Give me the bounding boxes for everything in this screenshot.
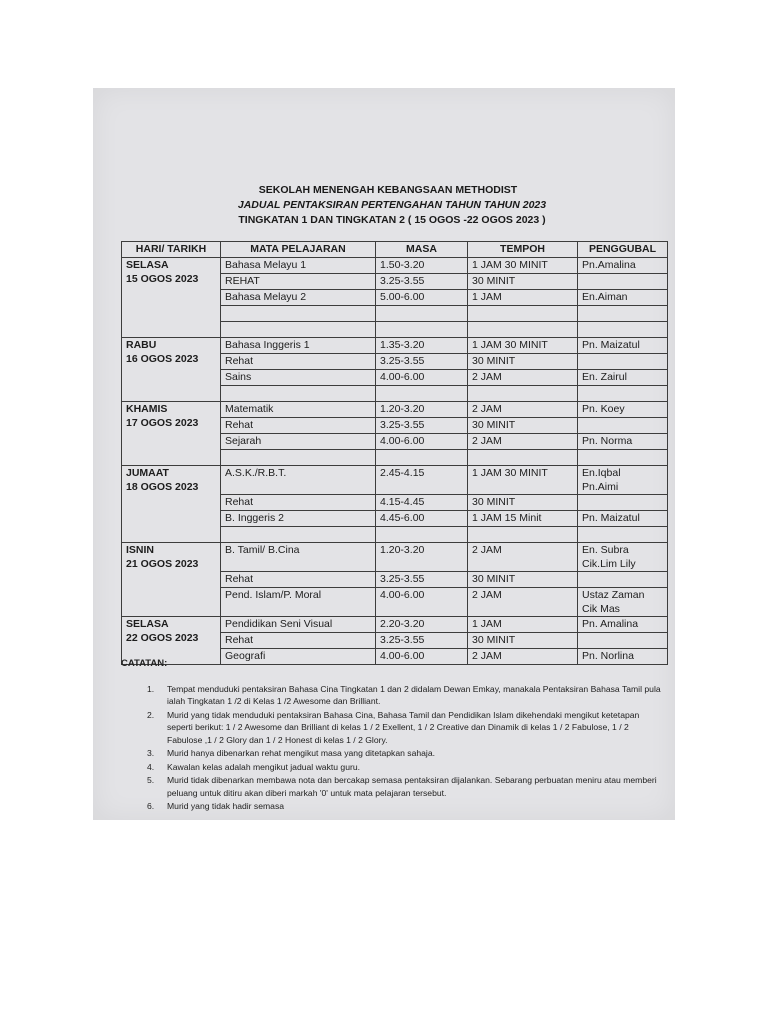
- setter-cell: [578, 418, 668, 434]
- duration-text: 1 JAM: [472, 618, 502, 630]
- subject-text: Rehat: [225, 355, 254, 367]
- setter-cell: [578, 588, 668, 617]
- time-text: 1.20-3.20: [380, 544, 425, 556]
- duration-text: 30 MINIT: [472, 634, 516, 646]
- duration-cell: [468, 274, 578, 290]
- time-cell: [376, 386, 468, 402]
- exam-date: 21 OGOS 2023: [126, 558, 199, 570]
- duration-cell: [468, 258, 578, 274]
- time-text: 4.00-6.00: [380, 435, 425, 447]
- duration-cell: [468, 402, 578, 418]
- note-number: 3.: [147, 748, 155, 758]
- school-name: SEKOLAH MENENGAH KEBANGSAAN METHODIST: [258, 184, 518, 196]
- subject-text: Sejarah: [225, 435, 262, 447]
- setter-text-2: Cik Mas: [582, 603, 620, 615]
- subject-text: Matematik: [225, 403, 274, 415]
- subject-cell: [221, 402, 376, 418]
- setter-cell: [578, 527, 668, 543]
- setter-cell: [578, 572, 668, 588]
- time-text: 3.25-3.55: [380, 573, 425, 585]
- exam-date: 17 OGOS 2023: [126, 417, 199, 429]
- setter-cell: [578, 543, 668, 572]
- subject-cell: [221, 434, 376, 450]
- subject-cell: [221, 370, 376, 386]
- day-name: JUMAAT: [126, 467, 169, 479]
- exam-date: 16 OGOS 2023: [126, 353, 199, 365]
- note-item: [121, 747, 661, 760]
- note-number: 6.: [147, 801, 155, 811]
- table-row: [122, 466, 668, 495]
- subject-text: Bahasa Melayu 2: [225, 291, 307, 303]
- time-text: 1.20-3.20: [380, 403, 425, 415]
- setter-cell: [578, 274, 668, 290]
- column-header: PENGGUBAL: [578, 242, 668, 258]
- duration-text: 30 MINIT: [472, 496, 516, 508]
- note-text: Murid yang tidak menduduki pentaksiran Bahasa Cina, Bahasa Tamil dan Pendidikan Islam dikehendaki mengikut ketetapan seperti berikut: 1 / 2 Awesome dan Brilliant di kelas 1 / 2 Exellent, 1 / 2 Creative dan Dinamik di kelas 1 / 2 Fabulose, 1 / 2 Fabulose ,1 / 2 Glory dan 1 / 2 Honest di kelas 1 / 2 Glory.: [167, 709, 640, 745]
- duration-cell: [468, 290, 578, 306]
- day-name: SELASA: [126, 618, 169, 630]
- setter-cell: [578, 402, 668, 418]
- time-text: 3.25-3.55: [380, 275, 425, 287]
- setter-cell: [578, 434, 668, 450]
- time-text: 1.35-3.20: [380, 339, 425, 351]
- note-item: [121, 774, 661, 799]
- note-text: Murid yang tidak hadir semasa: [167, 801, 285, 811]
- duration-cell: [468, 434, 578, 450]
- time-cell: [376, 370, 468, 386]
- note-number: 1.: [147, 683, 155, 694]
- notes-section: [121, 658, 661, 814]
- setter-cell: [578, 322, 668, 338]
- day-name: SELASA: [126, 259, 169, 271]
- note-item: [121, 800, 661, 813]
- subject-text: B. Inggeris 2: [225, 512, 284, 524]
- day-date-cell: [122, 543, 221, 617]
- subject-cell: [221, 572, 376, 588]
- time-cell: [376, 495, 468, 511]
- duration-text: 1 JAM 30 MINIT: [472, 259, 548, 271]
- duration-text: 30 MINIT: [472, 419, 516, 431]
- subject-cell: [221, 511, 376, 527]
- exam-schedule-table: [121, 241, 668, 665]
- time-cell: [376, 466, 468, 495]
- duration-text: 2 JAM: [472, 371, 502, 383]
- subject-cell: [221, 466, 376, 495]
- subject-cell: [221, 258, 376, 274]
- table-row: [122, 617, 668, 633]
- duration-text: 2 JAM: [472, 589, 502, 601]
- subject-cell: [221, 617, 376, 633]
- time-text: 1.50-3.20: [380, 259, 425, 271]
- column-header: TEMPOH: [468, 242, 578, 258]
- note-number: 5.: [147, 775, 155, 785]
- note-item: [121, 683, 661, 708]
- note-text: Tempat menduduki pentaksiran Bahasa Cina Tingkatan 1 dan 2 didalam Dewan Emkay, manakala Pentaksiran Bahasa Tamil pula ialah Tingkatan 1 /2 di Kelas 1 /2 Awesome dan Brilliant.: [167, 683, 661, 706]
- day-date-cell: [122, 338, 221, 402]
- duration-text: 1 JAM 30 MINIT: [472, 339, 548, 351]
- duration-cell: [468, 466, 578, 495]
- time-cell: [376, 402, 468, 418]
- duration-cell: [468, 543, 578, 572]
- time-cell: [376, 338, 468, 354]
- subject-text: Rehat: [225, 496, 254, 508]
- subject-cell: [221, 306, 376, 322]
- subject-cell: [221, 543, 376, 572]
- time-text: 4.15-4.45: [380, 496, 425, 508]
- note-number: 2.: [147, 709, 155, 720]
- subject-text: B. Tamil/ B.Cina: [225, 544, 300, 556]
- notes-list: [121, 683, 661, 813]
- duration-cell: [468, 386, 578, 402]
- subject-text: Bahasa Inggeris 1: [225, 339, 310, 351]
- subject-cell: [221, 633, 376, 649]
- setter-cell: [578, 495, 668, 511]
- duration-cell: [468, 511, 578, 527]
- subject-cell: [221, 527, 376, 543]
- duration-text: 2 JAM: [472, 435, 502, 447]
- time-cell: [376, 527, 468, 543]
- duration-text: 30 MINIT: [472, 573, 516, 585]
- day-name: RABU: [126, 339, 157, 351]
- day-date-cell: [122, 402, 221, 466]
- subject-cell: [221, 290, 376, 306]
- exam-date: 22 OGOS 2023: [126, 632, 199, 644]
- time-cell: [376, 572, 468, 588]
- setter-text-2: Cik.Lim Lily: [582, 558, 636, 570]
- setter-text-2: Pn.Aimi: [582, 481, 619, 493]
- time-cell: [376, 543, 468, 572]
- duration-text: 2 JAM: [472, 403, 502, 415]
- duration-cell: [468, 588, 578, 617]
- subject-text: Rehat: [225, 634, 254, 646]
- subject-cell: [221, 418, 376, 434]
- setter-text: Ustaz Zaman: [582, 589, 645, 601]
- subject-cell: [221, 322, 376, 338]
- table-row: [122, 258, 668, 274]
- setter-cell: [578, 290, 668, 306]
- duration-text: 1 JAM 15 Minit: [472, 512, 542, 524]
- subject-text: A.S.K./R.B.T.: [225, 467, 287, 479]
- subject-cell: [221, 588, 376, 617]
- time-text: 5.00-6.00: [380, 291, 425, 303]
- time-text: 4.00-6.00: [380, 589, 425, 601]
- setter-cell: [578, 306, 668, 322]
- duration-text: 2 JAM: [472, 544, 502, 556]
- duration-cell: [468, 354, 578, 370]
- subject-text: Pend. Islam/P. Moral: [225, 589, 322, 601]
- subject-cell: [221, 450, 376, 466]
- table-row: [122, 338, 668, 354]
- column-header: HARI/ TARIKH: [122, 242, 221, 258]
- setter-text: En. Zairul: [582, 371, 627, 383]
- document-page: [93, 88, 675, 820]
- exam-date: 18 OGOS 2023: [126, 481, 199, 493]
- setter-cell: [578, 617, 668, 633]
- duration-cell: [468, 338, 578, 354]
- time-text: 3.25-3.55: [380, 634, 425, 646]
- exam-date: 15 OGOS 2023: [126, 273, 199, 285]
- note-text: Murid tidak dibenarkan membawa nota dan bercakap semasa pentaksiran dijalankan. Sebarang perbuatan meniru atau memberi peluang untuk ditiru akan diberi markah '0' untuk mata pelajaran tersebut.: [167, 775, 657, 798]
- subject-cell: [221, 386, 376, 402]
- duration-cell: [468, 572, 578, 588]
- setter-cell: [578, 466, 668, 495]
- time-text: 2.45-4.15: [380, 467, 425, 479]
- day-name: KHAMIS: [126, 403, 168, 415]
- setter-text: Pn. Maizatul: [582, 512, 640, 524]
- subject-text: Geografi: [225, 650, 266, 662]
- subject-text: REHAT: [225, 275, 260, 287]
- duration-cell: [468, 633, 578, 649]
- duration-cell: [468, 495, 578, 511]
- duration-cell: [468, 322, 578, 338]
- setter-text: Pn. Amalina: [582, 618, 639, 630]
- time-text: 4.00-6.00: [380, 371, 425, 383]
- time-text: 4.00-6.00: [380, 650, 425, 662]
- time-cell: [376, 274, 468, 290]
- time-cell: [376, 290, 468, 306]
- setter-text: En.Aiman: [582, 291, 628, 303]
- notes-title: CATATAN:: [121, 658, 168, 669]
- time-cell: [376, 306, 468, 322]
- subject-cell: [221, 274, 376, 290]
- duration-text: 1 JAM 30 MINIT: [472, 467, 548, 479]
- duration-cell: [468, 306, 578, 322]
- time-cell: [376, 418, 468, 434]
- subject-text: Sains: [225, 371, 252, 383]
- table-body: [122, 258, 668, 665]
- setter-text: En. Subra: [582, 544, 629, 556]
- setter-cell: [578, 370, 668, 386]
- note-number: 4.: [147, 761, 155, 772]
- duration-text: 30 MINIT: [472, 355, 516, 367]
- time-cell: [376, 434, 468, 450]
- setter-text: Pn.Amalina: [582, 259, 636, 271]
- time-cell: [376, 588, 468, 617]
- subject-text: Rehat: [225, 419, 254, 431]
- subject-cell: [221, 338, 376, 354]
- schedule-title: JADUAL PENTAKSIRAN PERTENGAHAN TAHUN TAHUN 2023: [237, 199, 547, 211]
- note-text: Murid hanya dibenarkan rehat mengikut masa yang ditetapkan sahaja.: [167, 748, 436, 758]
- note-text: Kawalan kelas adalah mengikut jadual waktu guru.: [167, 761, 361, 772]
- duration-cell: [468, 450, 578, 466]
- setter-text: Pn. Koey: [582, 403, 625, 415]
- time-cell: [376, 633, 468, 649]
- duration-text: 2 JAM: [472, 650, 502, 662]
- duration-text: 1 JAM: [472, 291, 502, 303]
- column-header: MATA PELAJARAN: [221, 242, 376, 258]
- day-date-cell: [122, 258, 221, 338]
- setter-text: En.Iqbal: [582, 467, 621, 479]
- time-text: 3.25-3.55: [380, 419, 425, 431]
- duration-cell: [468, 617, 578, 633]
- setter-cell: [578, 354, 668, 370]
- time-text: 2.20-3.20: [380, 618, 425, 630]
- time-text: 3.25-3.55: [380, 355, 425, 367]
- note-item: [121, 761, 661, 774]
- note-item: [121, 709, 661, 747]
- subject-text: Rehat: [225, 573, 254, 585]
- duration-text: 30 MINIT: [472, 275, 516, 287]
- setter-cell: [578, 633, 668, 649]
- table-row: [122, 402, 668, 418]
- time-cell: [376, 354, 468, 370]
- table-row: [122, 543, 668, 572]
- schedule-subtitle: TINGKATAN 1 DAN TINGKATAN 2 ( 15 OGOS -22 OGOS 2023 ): [238, 214, 546, 226]
- time-cell: [376, 511, 468, 527]
- duration-cell: [468, 370, 578, 386]
- setter-text: Pn. Maizatul: [582, 339, 640, 351]
- setter-cell: [578, 258, 668, 274]
- time-text: 4.45-6.00: [380, 512, 425, 524]
- duration-cell: [468, 418, 578, 434]
- day-name: ISNIN: [126, 544, 155, 556]
- setter-cell: [578, 386, 668, 402]
- setter-text: Pn. Norlina: [582, 650, 634, 662]
- time-cell: [376, 258, 468, 274]
- subject-text: Bahasa Melayu 1: [225, 259, 307, 271]
- duration-cell: [468, 527, 578, 543]
- subject-cell: [221, 495, 376, 511]
- time-cell: [376, 617, 468, 633]
- setter-cell: [578, 338, 668, 354]
- table-header-row: [122, 242, 668, 258]
- document-header: [93, 183, 675, 228]
- setter-text: Pn. Norma: [582, 435, 633, 447]
- column-header: MASA: [376, 242, 468, 258]
- day-date-cell: [122, 466, 221, 543]
- subject-cell: [221, 354, 376, 370]
- setter-cell: [578, 450, 668, 466]
- subject-text: Pendidikan Seni Visual: [225, 618, 333, 630]
- setter-cell: [578, 511, 668, 527]
- time-cell: [376, 322, 468, 338]
- time-cell: [376, 450, 468, 466]
